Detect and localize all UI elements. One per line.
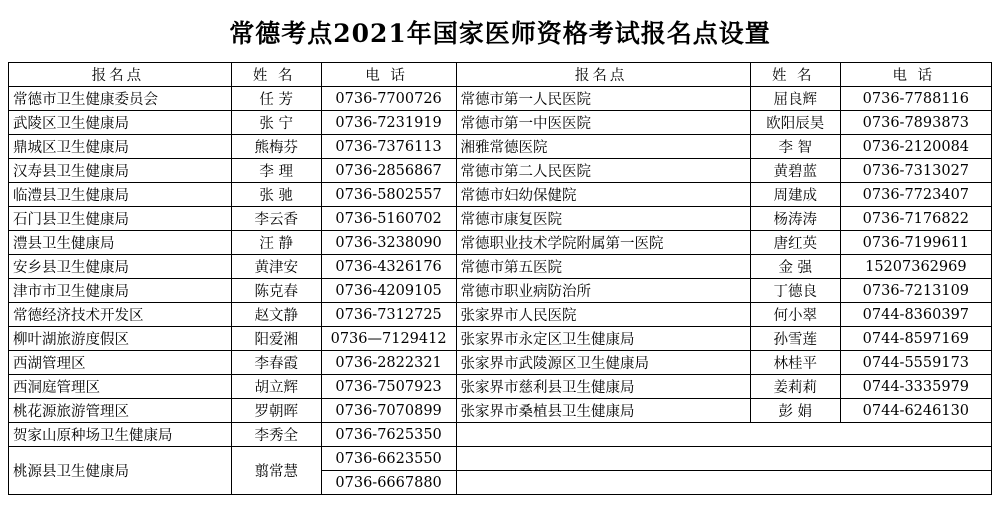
- cell-phone-right: 0744-8597169: [840, 327, 991, 351]
- table-row: [9, 87, 992, 111]
- cell-site-left: 澧县卫生健康局: [9, 231, 232, 255]
- cell-phone-right: 0736-7893873: [840, 111, 991, 135]
- cell-site-right: 张家界市武陵源区卫生健康局: [456, 351, 750, 375]
- header-phone-right: 电 话: [840, 63, 991, 87]
- header-name-left: 姓 名: [231, 63, 321, 87]
- cell-site-left: 武陵区卫生健康局: [9, 111, 232, 135]
- cell-phone-left: 0736-7507923: [321, 375, 456, 399]
- table-row: [9, 351, 992, 375]
- cell-name-right: 屈良辉: [750, 87, 840, 111]
- cell-name-left: 李春霞: [231, 351, 321, 375]
- cell-site-left: 安乡县卫生健康局: [9, 255, 232, 279]
- cell-name-left: 翦常慧: [231, 447, 321, 495]
- cell-site-left: 西湖管理区: [9, 351, 232, 375]
- cell-name-right: 杨涛涛: [750, 207, 840, 231]
- cell-phone-right: 0736-7213109: [840, 279, 991, 303]
- cell-site-left: 西洞庭管理区: [9, 375, 232, 399]
- cell-site-right: 常德市第一中医医院: [456, 111, 750, 135]
- cell-name-right: 孙雪莲: [750, 327, 840, 351]
- empty-right-block: [456, 423, 991, 447]
- cell-name-right: 金 强: [750, 255, 840, 279]
- cell-name-right: 欧阳辰昊: [750, 111, 840, 135]
- cell-site-left: 柳叶湖旅游度假区: [9, 327, 232, 351]
- cell-name-left: 任 芳: [231, 87, 321, 111]
- cell-name-right: 唐红英: [750, 231, 840, 255]
- table-row: [9, 279, 992, 303]
- table-row: [9, 399, 992, 423]
- table-row: [9, 327, 992, 351]
- cell-site-left: 石门县卫生健康局: [9, 207, 232, 231]
- header-phone-left: 电 话: [321, 63, 456, 87]
- cell-name-left: 李 理: [231, 159, 321, 183]
- cell-name-right: 黄碧蓝: [750, 159, 840, 183]
- cell-site-right: 常德职业技术学院附属第一医院: [456, 231, 750, 255]
- table-row: [9, 111, 992, 135]
- cell-site-right: 张家界市永定区卫生健康局: [456, 327, 750, 351]
- cell-name-left: 阳爱湘: [231, 327, 321, 351]
- cell-site-left: 津市市卫生健康局: [9, 279, 232, 303]
- cell-name-right: 林桂平: [750, 351, 840, 375]
- cell-phone-right: 0744-5559173: [840, 351, 991, 375]
- cell-name-left: 张 宁: [231, 111, 321, 135]
- page-title: 常德考点2021年国家医师资格考试报名点设置: [229, 19, 771, 48]
- cell-name-left: 张 驰: [231, 183, 321, 207]
- cell-site-left: 贺家山原种场卫生健康局: [9, 423, 232, 447]
- cell-site-left: 汉寿县卫生健康局: [9, 159, 232, 183]
- cell-phone-left: 0736-4209105: [321, 279, 456, 303]
- cell-name-left: 汪 静: [231, 231, 321, 255]
- cell-name-right: 姜莉莉: [750, 375, 840, 399]
- cell-name-left: 李秀全: [231, 423, 321, 447]
- header-site-left: 报名点: [9, 63, 232, 87]
- table-row: [9, 423, 992, 447]
- cell-site-left: 桃花源旅游管理区: [9, 399, 232, 423]
- header-row: [9, 63, 992, 87]
- cell-phone-right: 0736-7199611: [840, 231, 991, 255]
- header-name-right: 姓 名: [750, 63, 840, 87]
- cell-phone-left: 0736-7312725: [321, 303, 456, 327]
- cell-name-left: 赵文静: [231, 303, 321, 327]
- cell-phone-left: 0736-7700726: [321, 87, 456, 111]
- table-row: [9, 303, 992, 327]
- cell-phone-right: 0736-7723407: [840, 183, 991, 207]
- table-body: [9, 87, 992, 495]
- cell-phone-left: 0736-7231919: [321, 111, 456, 135]
- table-row: [9, 375, 992, 399]
- cell-phone-right: 0744-3335979: [840, 375, 991, 399]
- cell-phone-left: 0736-7625350: [321, 423, 456, 447]
- table-header: [9, 63, 992, 87]
- cell-name-left: 陈克春: [231, 279, 321, 303]
- cell-site-right: 常德市职业病防治所: [456, 279, 750, 303]
- cell-name-right: 彭 娟: [750, 399, 840, 423]
- cell-phone-left: 0736-7376113: [321, 135, 456, 159]
- cell-site-right: 张家界市慈利县卫生健康局: [456, 375, 750, 399]
- cell-phone-left: 0736-6623550: [321, 447, 456, 471]
- cell-phone-left: 0736-5802557: [321, 183, 456, 207]
- cell-name-left: 罗朝晖: [231, 399, 321, 423]
- cell-phone-left: 0736-2822321: [321, 351, 456, 375]
- table-row: [9, 159, 992, 183]
- cell-name-right: 周建成: [750, 183, 840, 207]
- cell-phone-right: 15207362969: [840, 255, 991, 279]
- cell-name-left: 熊梅芬: [231, 135, 321, 159]
- cell-site-left: 鼎城区卫生健康局: [9, 135, 232, 159]
- cell-name-right: 李 智: [750, 135, 840, 159]
- cell-phone-right: 0736-7176822: [840, 207, 991, 231]
- cell-site-right: 张家界市人民医院: [456, 303, 750, 327]
- cell-name-right: 丁德良: [750, 279, 840, 303]
- cell-site-right: 湘雅常德医院: [456, 135, 750, 159]
- cell-phone-right: 0736-7788116: [840, 87, 991, 111]
- cell-phone-right: 0736-7313027: [840, 159, 991, 183]
- cell-site-left: 常德市卫生健康委员会: [9, 87, 232, 111]
- table-row: [9, 255, 992, 279]
- table-row: [9, 447, 992, 471]
- cell-phone-right: 0744-8360397: [840, 303, 991, 327]
- cell-site-left: 桃源县卫生健康局: [9, 447, 232, 495]
- cell-site-right: 常德市第二人民医院: [456, 159, 750, 183]
- registration-table: [8, 62, 992, 495]
- cell-phone-left: 0736—7129412: [321, 327, 456, 351]
- cell-phone-right: 0736-2120084: [840, 135, 991, 159]
- cell-site-right: 常德市妇幼保健院: [456, 183, 750, 207]
- cell-phone-left: 0736-3238090: [321, 231, 456, 255]
- cell-phone-left: 0736-5160702: [321, 207, 456, 231]
- cell-phone-left: 0736-2856867: [321, 159, 456, 183]
- table-row: [9, 231, 992, 255]
- table-row: [9, 183, 992, 207]
- cell-phone-left-secondary: 0736-6667880: [321, 471, 456, 495]
- cell-phone-right: 0744-6246130: [840, 399, 991, 423]
- header-site-right: 报名点: [456, 63, 750, 87]
- cell-site-left: 常德经济技术开发区: [9, 303, 232, 327]
- cell-phone-left: 0736-4326176: [321, 255, 456, 279]
- cell-name-left: 李云香: [231, 207, 321, 231]
- cell-site-left: 临澧县卫生健康局: [9, 183, 232, 207]
- table-row: [9, 207, 992, 231]
- cell-name-left: 黄津安: [231, 255, 321, 279]
- cell-site-right: 张家界市桑植县卫生健康局: [456, 399, 750, 423]
- cell-site-right: 常德市第一人民医院: [456, 87, 750, 111]
- empty-right-block: [456, 447, 991, 471]
- cell-site-right: 常德市康复医院: [456, 207, 750, 231]
- cell-phone-left: 0736-7070899: [321, 399, 456, 423]
- empty-right-block: [456, 471, 991, 495]
- table-row: [9, 135, 992, 159]
- cell-name-right: 何小翠: [750, 303, 840, 327]
- cell-site-right: 常德市第五医院: [456, 255, 750, 279]
- cell-name-left: 胡立辉: [231, 375, 321, 399]
